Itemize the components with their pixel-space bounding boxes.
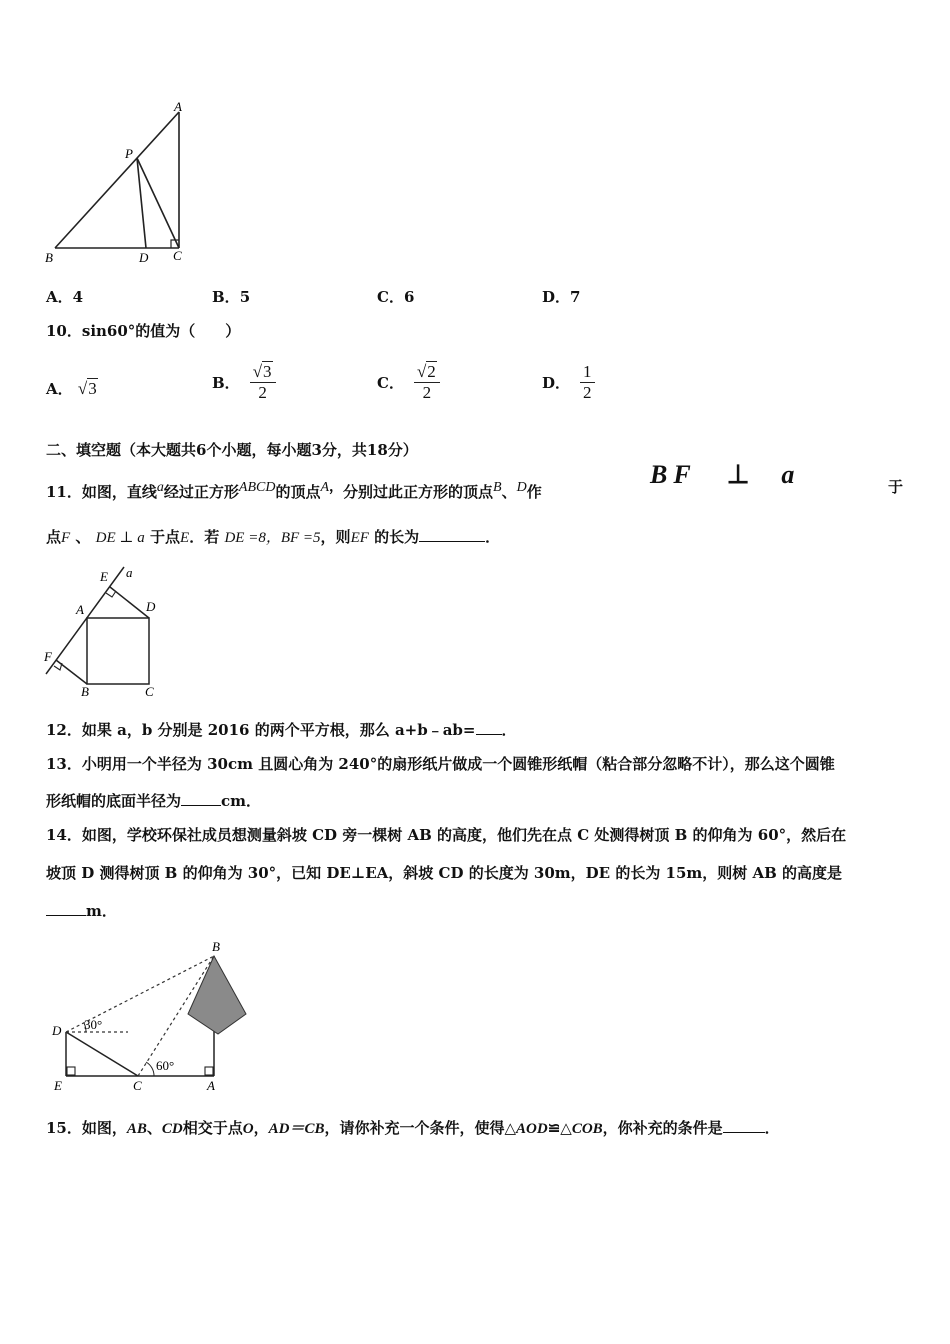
q10-stem: 10．sin60°的值为（ ） bbox=[46, 322, 241, 340]
label-C: C bbox=[133, 1078, 142, 1093]
segment-BF bbox=[56, 660, 87, 684]
q13-line-1: 13．小明用一个半径为 30cm 且圆心角为 240°的扇形纸片做成一个圆锥形纸帽（粘合部分忽略不计），那么这个圆锥 bbox=[46, 755, 835, 773]
fraction-1-over-2: $\frac{1}{2}$ bbox=[580, 362, 595, 403]
q10-option-d: D． $\frac{1}{2}$ bbox=[542, 356, 595, 408]
q10-option-a: A． √3 bbox=[46, 379, 97, 398]
segment-PC bbox=[137, 158, 179, 248]
label-angle-60: 60° bbox=[156, 1058, 175, 1073]
label-E: E bbox=[54, 1078, 62, 1093]
label-A: A bbox=[207, 1078, 215, 1093]
sqrt-3: √3 bbox=[77, 379, 97, 398]
label-B: B bbox=[45, 250, 53, 265]
q9-option-b: B．5 bbox=[212, 288, 251, 306]
label-D: D bbox=[146, 599, 156, 614]
label-D: D bbox=[139, 250, 149, 265]
q14-line-1: 14．如图，学校环保社成员想测量斜坡 CD 旁一棵树 AB 的高度，他们先在点 C 处测得树顶 B 的仰角为 60°，然后在 bbox=[46, 826, 847, 844]
tree-crown-icon bbox=[188, 956, 246, 1034]
q11-bf-perp-a: BF ⊥ a bbox=[650, 460, 801, 489]
label-C: C bbox=[145, 684, 154, 699]
right-angle-mark-E bbox=[106, 591, 116, 597]
label-P: P bbox=[125, 146, 133, 161]
q14-answer-blank[interactable] bbox=[46, 903, 86, 916]
q11-line-2: 点F 、 DE ⊥ a 于点E．若 DE =8，BF =5，则EF 的长为 ． bbox=[46, 528, 501, 546]
q11-square-figure bbox=[40, 562, 170, 702]
label-B: B bbox=[212, 939, 220, 954]
label-A: A bbox=[76, 602, 84, 617]
q11-line-1: 11．如图，直线$^a$经过正方形$^{ABCD}$的顶点$^{A,}$分别过此正方形的顶点$^B$、$^D$作 bbox=[46, 479, 542, 501]
q14-line-2: 坡顶 D 测得树顶 B 的仰角为 30°，已知 DE⊥EA，斜坡 CD 的长度为 30m，DE 的长为 15m，则树 AB 的高度是 bbox=[46, 864, 843, 882]
q14-line-3: m． bbox=[46, 900, 117, 921]
section-heading-fill-in: 二、填空题（本大题共6个小题，每小题3分，共18分） bbox=[46, 441, 418, 459]
label-a: a bbox=[126, 565, 133, 580]
q9-option-a: A．4 bbox=[46, 288, 84, 306]
label-F: F bbox=[44, 649, 52, 664]
q11-answer-blank[interactable] bbox=[419, 529, 485, 542]
q10-option-c: C． $\frac{√2}{2}$ bbox=[377, 356, 440, 408]
label-E: E bbox=[100, 569, 108, 584]
q12-answer-blank[interactable] bbox=[476, 722, 502, 735]
square-ABCD bbox=[87, 618, 149, 684]
segment-PD bbox=[137, 158, 146, 248]
label-A: A bbox=[174, 100, 182, 114]
q9-option-d: D．7 bbox=[542, 288, 581, 306]
q14-tree-slope-figure bbox=[40, 936, 255, 1096]
label-C: C bbox=[173, 248, 182, 263]
segment-BA bbox=[55, 112, 179, 248]
q15-answer-blank[interactable] bbox=[723, 1120, 765, 1133]
fraction-sqrt2-over-2: $\frac{√2}{2}$ bbox=[414, 362, 440, 403]
q11-line-1-end: 于 bbox=[888, 478, 904, 496]
q9-triangle-figure bbox=[40, 100, 200, 270]
q12-text: 12．如果 a，b 分别是 2016 的两个平方根，那么 a+b﹣ab= ． bbox=[46, 721, 517, 739]
label-D: D bbox=[52, 1023, 62, 1038]
segment-DC bbox=[66, 1032, 138, 1076]
q13-answer-blank[interactable] bbox=[181, 793, 221, 806]
q15-text: 15．如图，AB、CD相交于点O，AD＝CB，请你补充一个条件，使得△AOD≌△COB，你补充的条件是 ． bbox=[46, 1119, 780, 1137]
fraction-sqrt3-over-2: $\frac{√3}{2}$ bbox=[250, 362, 276, 403]
label-B: B bbox=[81, 684, 89, 699]
line-a bbox=[46, 567, 124, 674]
right-angle-mark-A bbox=[205, 1067, 213, 1075]
q13-line-2: 形纸帽的底面半径为 cm． bbox=[46, 792, 262, 810]
angle-arc-60 bbox=[146, 1062, 154, 1076]
label-angle-30: 30° bbox=[84, 1017, 103, 1032]
right-angle-mark-E bbox=[67, 1067, 75, 1075]
q9-option-c: C．6 bbox=[377, 288, 415, 306]
q10-option-b: B． $\frac{√3}{2}$ bbox=[212, 356, 276, 408]
